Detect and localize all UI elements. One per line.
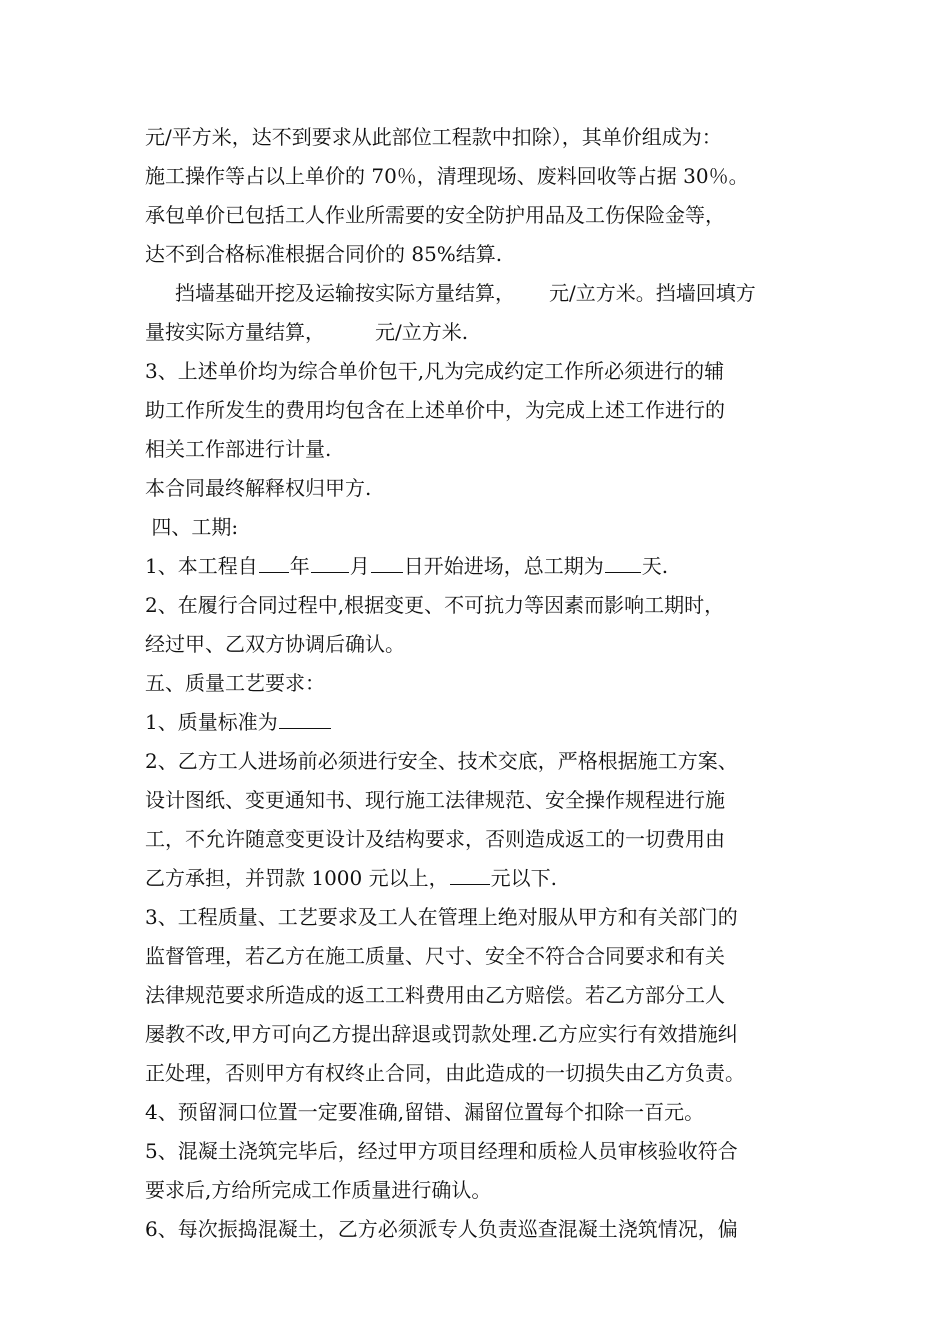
text-line: 达不到合格标准根据合同价的 85%结算. xyxy=(145,242,503,266)
text-segment: 元/立方米. xyxy=(375,320,469,344)
text-segment: 1、质量标准为 xyxy=(145,710,278,734)
text-line: 监督管理，若乙方在施工质量、尺寸、安全不符合合同要求和有关 xyxy=(145,944,725,968)
blank-underline xyxy=(311,548,349,573)
blank-underline xyxy=(605,548,641,573)
text-line xyxy=(145,313,815,352)
text-line: 4、预留洞口位置一定要准确,留错、漏留位置每个扣除一百元。 xyxy=(145,1100,705,1124)
text-line: 要求后,方给所完成工作质量进行确认。 xyxy=(145,1178,492,1202)
text-line: 屡教不改,甲方可向乙方提出辞退或罚款处理.乙方应实行有效措施纠 xyxy=(145,1022,738,1046)
blank-underline xyxy=(450,860,490,885)
blank-underline xyxy=(259,548,289,573)
text-line: 2、乙方工人进场前必须进行安全、技术交底，严格根据施工方案、 xyxy=(145,749,738,773)
text-line xyxy=(145,274,815,313)
text-segment: 量按实际方量结算， xyxy=(145,320,325,344)
text-line: 经过甲、乙双方协调后确认。 xyxy=(145,632,405,656)
text-line: 元/平方米，达不到要求从此部位工程款中扣除），其单价组成为： xyxy=(145,125,722,149)
section-heading: 四、工期: xyxy=(145,515,239,539)
blank-underline xyxy=(279,704,331,729)
text-line: 助工作所发生的费用均包含在上述单价中，为完成上述工作进行的 xyxy=(145,398,725,422)
blank-underline xyxy=(371,548,403,573)
text-segment: 元以下. xyxy=(490,866,557,890)
text-line: 承包单价已包括工人作业所需要的安全防护用品及工伤保险金等， xyxy=(145,203,725,227)
text-line: 3、上述单价均为综合单价包干,凡为完成约定工作所必须进行的辅 xyxy=(145,359,725,383)
text-segment: 1、本工程自 xyxy=(145,554,258,578)
text-line: 6、每次振捣混凝土，乙方必须派专人负责巡查混凝土浇筑情况，偏 xyxy=(145,1217,738,1241)
text-line: 3、工程质量、工艺要求及工人在管理上绝对服从甲方和有关部门的 xyxy=(145,905,738,929)
text-line: 设计图纸、变更通知书、现行施工法律规范、安全操作规程进行施 xyxy=(145,788,725,812)
text-segment: 天. xyxy=(641,554,669,578)
text-line: 工，不允许随意变更设计及结构要求，否则造成返工的一切费用由 xyxy=(145,827,725,851)
text-line: 正处理，否则甲方有权终止合同，由此造成的一切损失由乙方负责。 xyxy=(145,1061,745,1085)
text-segment: 元/立方米。挡墙回填方 xyxy=(549,281,756,305)
text-segment: 年 xyxy=(289,554,310,578)
text-segment: 月 xyxy=(349,554,370,578)
text-line: 本合同最终解释权归甲方. xyxy=(145,476,372,500)
text-line: 相关工作部进行计量. xyxy=(145,437,332,461)
section-heading: 五、质量工艺要求： xyxy=(145,671,325,695)
text-line xyxy=(145,703,815,742)
text-line: 法律规范要求所造成的返工工料费用由乙方赔偿。若乙方部分工人 xyxy=(145,983,725,1007)
document-body xyxy=(145,118,815,1249)
text-segment: 乙方承担，并罚款 1000 元以上， xyxy=(145,866,449,890)
text-line: 2、在履行合同过程中,根据变更、不可抗力等因素而影响工期时， xyxy=(145,593,725,617)
text-line: 5、混凝土浇筑完毕后，经过甲方项目经理和质检人员审核验收符合 xyxy=(145,1139,738,1163)
text-segment: 日开始进场，总工期为 xyxy=(403,554,604,578)
text-segment: 挡墙基础开挖及运输按实际方量结算， xyxy=(175,281,515,305)
text-line: 施工操作等占以上单价的 70％，清理现场、废料回收等占据 30％。 xyxy=(145,164,749,188)
text-line xyxy=(145,859,815,898)
text-line xyxy=(145,547,815,586)
